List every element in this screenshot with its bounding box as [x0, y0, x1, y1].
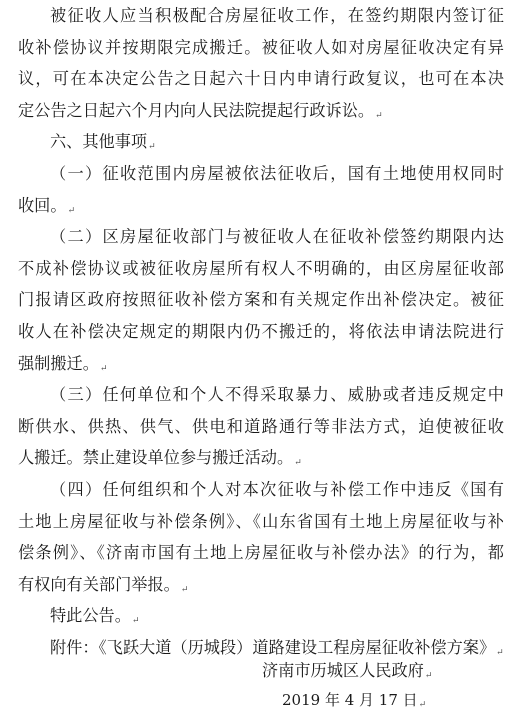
closing-notice: 特此公告。↵: [50, 606, 140, 627]
text-line: （四）任何组织和个人对本次征收与补偿工作中违反《国有: [50, 479, 504, 499]
text-line: 土地上房屋征收与补偿条例》、《山东省国有土地上房屋征收与补: [18, 511, 504, 531]
text-line: 收回。↵: [18, 195, 76, 216]
paragraph-mark-icon: ↵: [418, 700, 427, 710]
text-line: 不成补偿协议或被征收房屋所有权人不明确的，由区房屋征收部: [18, 258, 504, 278]
paragraph-mark-icon: ↵: [375, 110, 383, 121]
text-line: （一）征收范围内房屋被依法征收后，国有土地使用权同时: [50, 163, 504, 183]
paragraph-mark-icon: ↵: [131, 616, 140, 627]
text-line: 收人在补偿决定规定的期限内仍不搬迁的，将依法申请法院进行: [18, 321, 504, 341]
attachment-line: 附件：《飞跃大道（历城段）道路建设工程房屋征收补偿方案》↵: [50, 637, 504, 658]
text-line: 强制搬迁。↵: [18, 353, 108, 374]
issuer-name: 济南市历城区人民政府↵: [262, 661, 433, 681]
paragraph-mark-icon: ↵: [496, 647, 504, 658]
text-line: 议，可在本决定公告之日起六十日内申请行政复议，也可在本决: [18, 69, 504, 89]
paragraph-mark-icon: ↵: [180, 584, 189, 595]
text-line: （三）任何单位和个人不得采取暴力、威胁或者违反规定中: [50, 385, 504, 405]
paragraph-mark-icon: ↵: [148, 142, 156, 153]
text-line: 被征收人应当积极配合房屋征收工作，在签约期限内签订征: [50, 6, 504, 25]
text-line: 定公告之日起六个月内向人民法院提起行政诉讼。↵: [18, 100, 383, 121]
text-line: 偿条例》、《济南市国有土地上房屋征收与补偿办法》的行为，都: [18, 543, 504, 563]
text-line: 收补偿协议并按期限完成搬迁。被征收人如对房屋征收决定有异: [18, 37, 504, 57]
paragraph-mark-icon: ↵: [67, 205, 76, 216]
text-line: 门报请区政府按照征收补偿方案和有关规定作出补偿决定。被征: [18, 290, 504, 310]
section-heading: 六、其他事项↵: [50, 132, 156, 153]
text-line: 人搬迁。禁止建设单位参与搬迁活动。↵: [18, 448, 302, 469]
paragraph-mark-icon: ↵: [99, 363, 108, 374]
document-body: [18, 0, 504, 663]
issue-date: 2019 年 4 月 17 日↵: [282, 691, 427, 710]
text-line: （二）区房屋征收部门与被征收人在征收补偿签约期限内达: [50, 227, 504, 247]
paragraph-mark-icon: ↵: [294, 458, 302, 469]
text-line: 有权向有关部门举报。↵: [18, 574, 189, 595]
paragraph-mark-icon: ↵: [424, 671, 433, 681]
text-line: 断供水、供热、供气、供电和道路通行等非法方式，迫使被征收: [18, 416, 504, 436]
